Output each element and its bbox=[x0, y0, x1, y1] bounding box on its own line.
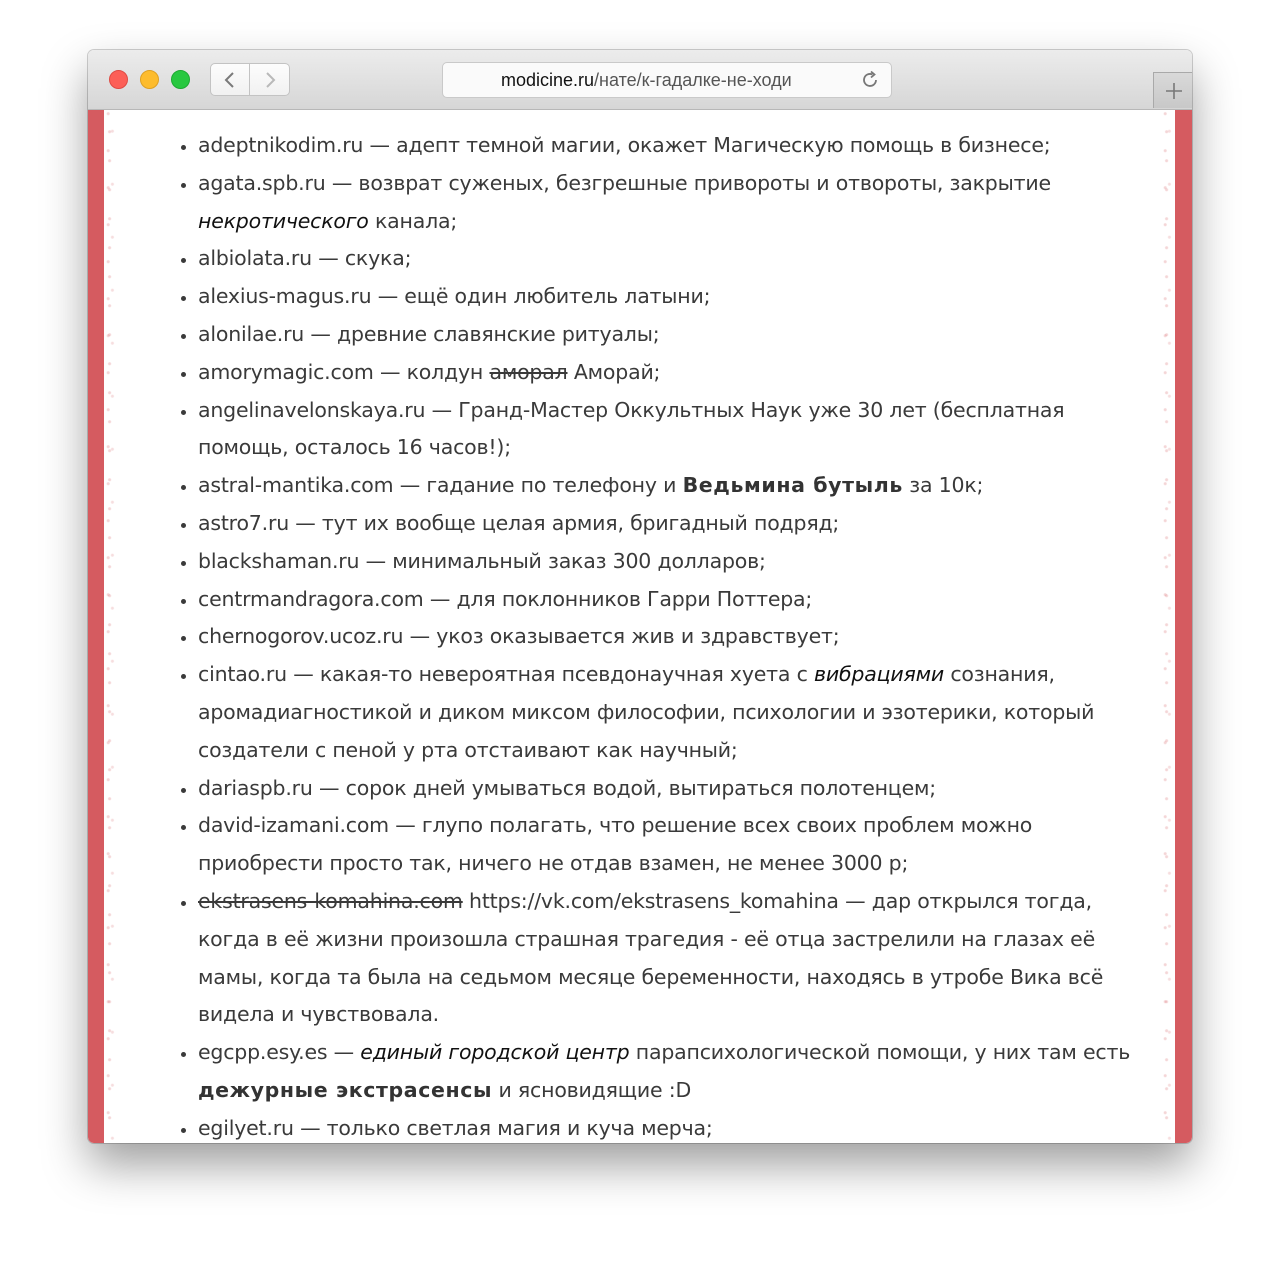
page-content bbox=[88, 110, 1192, 1143]
site-domain-strikethrough: ekstrasens-komahina.com bbox=[198, 888, 463, 913]
zoom-window-button[interactable] bbox=[171, 70, 190, 89]
site-description: — возврат суженых, безгрешные привороты и отвороты, закрытие bbox=[325, 170, 1051, 195]
site-domain: chernogorov.ucoz.ru bbox=[198, 624, 404, 649]
site-description-tail: сознания, аромадиагностикой и диком миксом философии, психологии и эзотерики, который создатели с пеной у рта отстаивают как научный; bbox=[198, 662, 1095, 762]
emphasis-text: единый городской центр bbox=[360, 1040, 630, 1065]
list-item bbox=[198, 883, 1138, 1034]
right-spray-texture bbox=[1161, 110, 1175, 1143]
site-description: — сорок дней умываться водой, вытираться полотенцем; bbox=[312, 775, 936, 800]
site-description: — гадание по телефону и bbox=[393, 473, 683, 498]
site-description: — дар открылся тогда, когда в её жизни произошла страшная трагедия - её отца застрелили на глазах её мамы, когда та была на седьмом месяце беременности, находясь в утробе Вика всё видела и чувствовала. bbox=[198, 888, 1104, 1027]
site-domain: david-izamani.com bbox=[198, 813, 389, 838]
site-domain: alonilae.ru bbox=[198, 321, 305, 346]
list-item bbox=[198, 240, 1138, 278]
right-decorative-stripe bbox=[1175, 110, 1192, 1143]
site-description: — только светлая магия и куча мерча; bbox=[293, 1115, 713, 1140]
list-item bbox=[198, 467, 1138, 505]
site-description: — тут их вообще целая армия, бригадный подряд; bbox=[288, 510, 840, 535]
list-item bbox=[198, 807, 1138, 883]
list-item bbox=[198, 316, 1138, 354]
left-decorative-stripe bbox=[88, 110, 104, 1143]
site-domain: astral-mantika.com bbox=[198, 473, 394, 498]
site-domain: blackshaman.ru bbox=[198, 548, 360, 573]
site-domain: angelinavelonskaya.ru bbox=[198, 397, 426, 422]
list-item bbox=[198, 656, 1138, 769]
url-path: /нате/к-гадалке-не-ходи bbox=[594, 70, 792, 90]
site-description: — укоз оказывается жив и здравствует; bbox=[403, 624, 840, 649]
list-item bbox=[198, 581, 1138, 619]
site-description: — колдун bbox=[373, 359, 490, 384]
site-domain: egcpp.esy.es bbox=[198, 1040, 328, 1065]
site-description: — глупо полагать, что решение всех своих проблем можно приобрести просто так, ничего не отдав взамен, не менее 3000 р; bbox=[198, 813, 1033, 876]
site-domain-alt: https://vk.com/ekstrasens_komahina bbox=[462, 888, 839, 913]
site-domain: astro7.ru bbox=[198, 510, 289, 535]
list-item bbox=[198, 354, 1138, 392]
site-description: — ещё один любитель латыни; bbox=[371, 284, 711, 309]
site-domain: albiolata.ru bbox=[198, 246, 312, 271]
site-domain: agata.spb.ru bbox=[198, 170, 326, 195]
list-item bbox=[198, 618, 1138, 656]
site-description: — древние славянские ритуалы; bbox=[304, 321, 660, 346]
site-description-mid: парапсихологической помощи, у них там есть bbox=[629, 1040, 1131, 1065]
site-domain: centrmandragora.com bbox=[198, 586, 424, 611]
site-domain: adeptnikodim.ru bbox=[198, 133, 364, 157]
site-description: — адепт темной магии, окажет Магическую помощь в бизнесе; bbox=[363, 133, 1051, 157]
chevron-right-icon bbox=[263, 71, 277, 89]
site-domain: cintao.ru bbox=[198, 662, 287, 687]
reload-icon bbox=[859, 69, 881, 91]
forward-button[interactable] bbox=[250, 63, 290, 96]
list-item bbox=[198, 1110, 1138, 1143]
site-description-tail: и ясновидящие :D bbox=[492, 1077, 692, 1102]
site-domain: egilyet.ru bbox=[198, 1115, 294, 1140]
emphasis-text: некротического bbox=[198, 208, 369, 233]
list-item bbox=[198, 165, 1138, 241]
site-description: — bbox=[327, 1040, 361, 1065]
bold-text: дежурные экстрасенсы bbox=[198, 1077, 493, 1102]
title-bar bbox=[88, 50, 1192, 110]
site-description-tail: канала; bbox=[368, 208, 458, 233]
site-domain: alexius-magus.ru bbox=[198, 284, 372, 309]
site-domain: dariaspb.ru bbox=[198, 775, 313, 800]
emphasis-text: вибрациями bbox=[813, 662, 945, 687]
url-text bbox=[501, 70, 792, 91]
list-item bbox=[198, 770, 1138, 808]
address-bar[interactable] bbox=[442, 62, 892, 98]
list-item bbox=[198, 543, 1138, 581]
bold-text: Ведьмина бутыль bbox=[682, 473, 903, 498]
url-host: modicine.ru bbox=[501, 70, 595, 90]
list-item bbox=[198, 392, 1138, 468]
sites-list bbox=[178, 127, 1138, 1143]
left-spray-texture bbox=[104, 110, 118, 1143]
site-description-tail: за 10к; bbox=[902, 473, 984, 498]
site-description: — Гранд-Мастер Оккультных Наук уже 30 лет (бесплатная помощь, осталось 16 часов!); bbox=[198, 397, 1065, 460]
site-description: — минимальный заказ 300 долларов; bbox=[359, 548, 766, 573]
list-item bbox=[198, 127, 1138, 165]
new-tab-button[interactable] bbox=[1153, 72, 1192, 108]
strikethrough-text: аморал bbox=[489, 359, 568, 384]
site-description-tail: Аморай; bbox=[567, 359, 661, 384]
site-description: — скука; bbox=[311, 246, 412, 271]
list-item bbox=[198, 278, 1138, 316]
site-domain: amorymagic.com bbox=[198, 359, 374, 384]
reload-button[interactable] bbox=[859, 69, 881, 91]
list-item bbox=[198, 505, 1138, 543]
plus-icon bbox=[1164, 81, 1184, 101]
site-description: — какая-то невероятная псевдонаучная хуета с bbox=[286, 662, 814, 687]
site-description: — для поклонников Гарри Поттера; bbox=[423, 586, 813, 611]
back-button[interactable] bbox=[210, 63, 250, 96]
close-window-button[interactable] bbox=[109, 70, 128, 89]
browser-window bbox=[88, 50, 1192, 1143]
list-item bbox=[198, 1034, 1138, 1110]
minimize-window-button[interactable] bbox=[140, 70, 159, 89]
chevron-left-icon bbox=[223, 71, 237, 89]
